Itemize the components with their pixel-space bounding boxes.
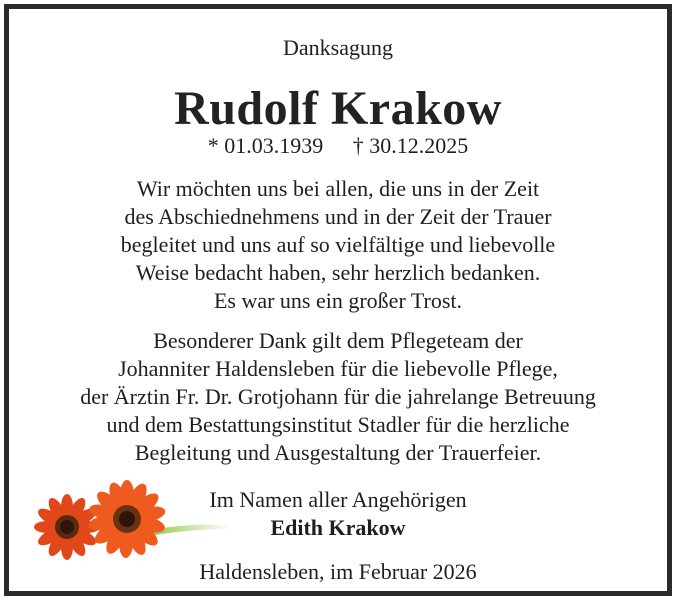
obituary-card <box>4 4 672 596</box>
paragraph-line: Weise bedacht haben, sehr herzlich bedanken. <box>135 260 541 285</box>
paragraph-line: Wir möchten uns bei allen, die uns in der Zeit <box>136 176 540 201</box>
place-date: Haldensleben, im Februar 2026 <box>199 559 477 584</box>
death-date: † 30.12.2025 <box>352 133 469 158</box>
birth-date: * 01.03.1939 <box>207 133 324 158</box>
life-dates <box>9 133 667 159</box>
deceased-name: Rudolf Krakow <box>174 82 502 135</box>
paragraph-line: Begleitung und Ausgestaltung der Trauerfeier. <box>134 440 542 465</box>
signer-name: Edith Krakow <box>270 515 406 540</box>
paragraph-line: Besonderer Dank gilt dem Pflegeteam der <box>153 328 523 353</box>
paragraph-line: Johanniter Haldensleben für die liebevolle Pflege, <box>118 356 558 381</box>
paragraph-line: der Ärztin Fr. Dr. Grotjohann für die jahrelange Betreuung <box>80 384 596 409</box>
thanks-paragraph <box>9 175 667 315</box>
paragraph-line: und dem Bestattungsinstitut Stadler für die herzliche <box>106 412 570 437</box>
paragraph-line: des Abschiednehmens und in der Zeit der Trauer <box>124 204 552 229</box>
signoff: Im Namen aller Angehörigen <box>209 487 467 512</box>
paragraph-line: Es war uns ein großer Trost. <box>213 288 463 313</box>
paragraph-line: begleitet und uns auf so vielfältige und liebevolle <box>120 232 556 257</box>
heading: Danksagung <box>283 35 393 60</box>
special-thanks-paragraph <box>9 327 667 467</box>
